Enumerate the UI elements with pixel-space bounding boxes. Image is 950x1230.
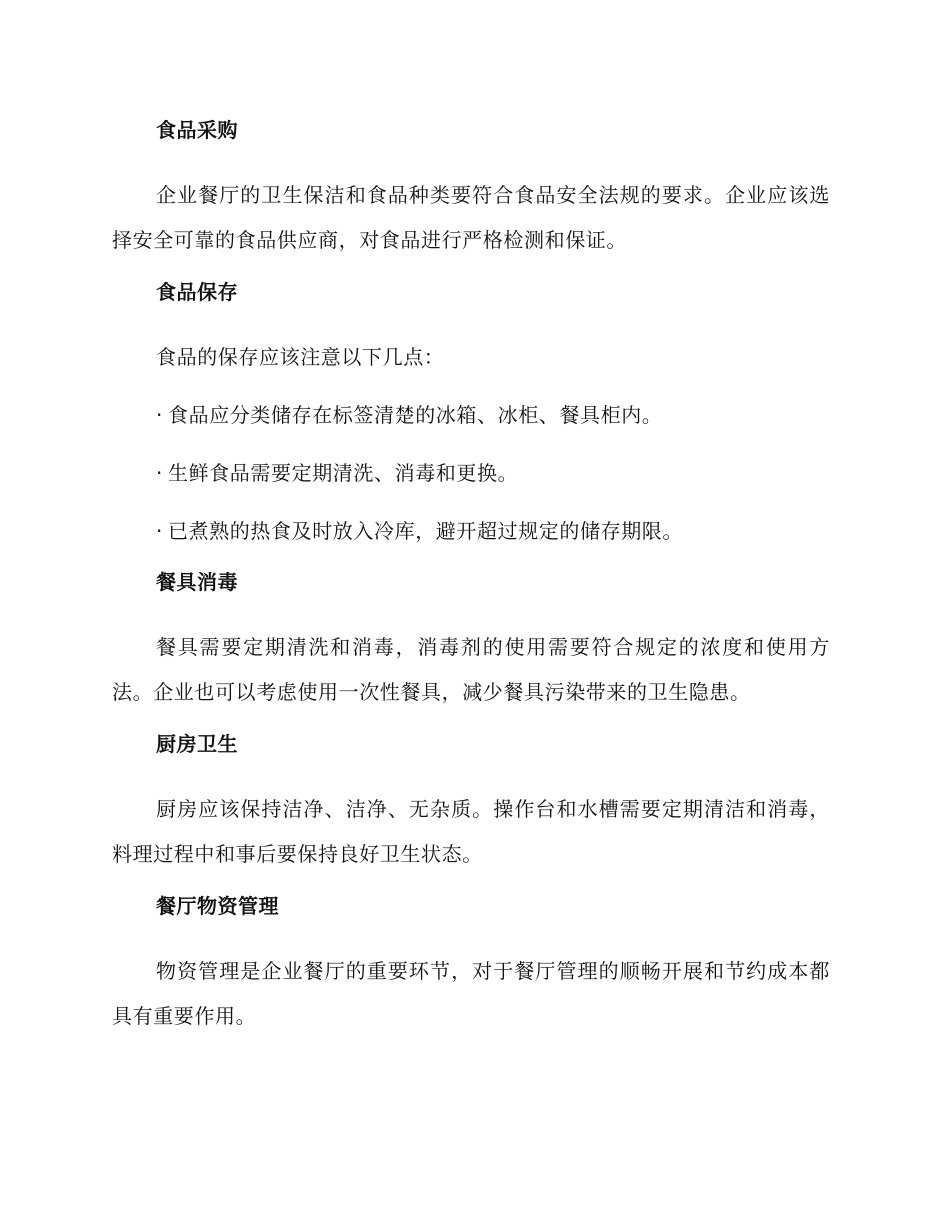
- paragraph: 厨房应该保持洁净、洁净、无杂质。操作台和水槽需要定期清洁和消毒，料理过程中和事后要保持良好卫生状态。: [112, 797, 830, 866]
- section-food-procurement: [112, 115, 830, 263]
- section-tableware-disinfection: [112, 567, 830, 715]
- bullet-icon: ·: [156, 403, 163, 427]
- list-item: [112, 509, 830, 554]
- section-supplies-management: [112, 891, 830, 1039]
- section-heading: 食品采购: [156, 118, 238, 142]
- paragraph: 食品的保存应该注意以下几点：: [156, 345, 445, 369]
- list-item-text: 食品应分类储存在标签清楚的冰箱、冰柜、餐具柜内。: [168, 403, 663, 427]
- section-heading: 餐厅物资管理: [156, 894, 279, 918]
- bullet-icon: ·: [156, 461, 163, 485]
- section-heading: 餐具消毒: [156, 570, 238, 594]
- list-item-text: 已煮熟的热食及时放入冷库，避开超过规定的储存期限。: [168, 519, 683, 543]
- paragraph: 企业餐厅的卫生保洁和食品种类要符合食品安全法规的要求。企业应该选择安全可靠的食品供应商，对食品进行严格检测和保证。: [112, 183, 830, 252]
- section-heading: 食品保存: [156, 280, 238, 304]
- paragraph: 物资管理是企业餐厅的重要环节，对于餐厅管理的顺畅开展和节约成本都具有重要作用。: [112, 959, 830, 1028]
- list-item: [112, 393, 830, 438]
- bullet-icon: ·: [156, 519, 163, 543]
- list-item: [112, 451, 830, 496]
- section-food-storage: [112, 277, 830, 554]
- section-kitchen-hygiene: [112, 729, 830, 877]
- list-item-text: 生鲜食品需要定期清洗、消毒和更换。: [168, 461, 519, 485]
- paragraph: 餐具需要定期清洗和消毒，消毒剂的使用需要符合规定的浓度和使用方法。企业也可以考虑使用一次性餐具，减少餐具污染带来的卫生隐患。: [112, 635, 830, 704]
- section-heading: 厨房卫生: [156, 732, 238, 756]
